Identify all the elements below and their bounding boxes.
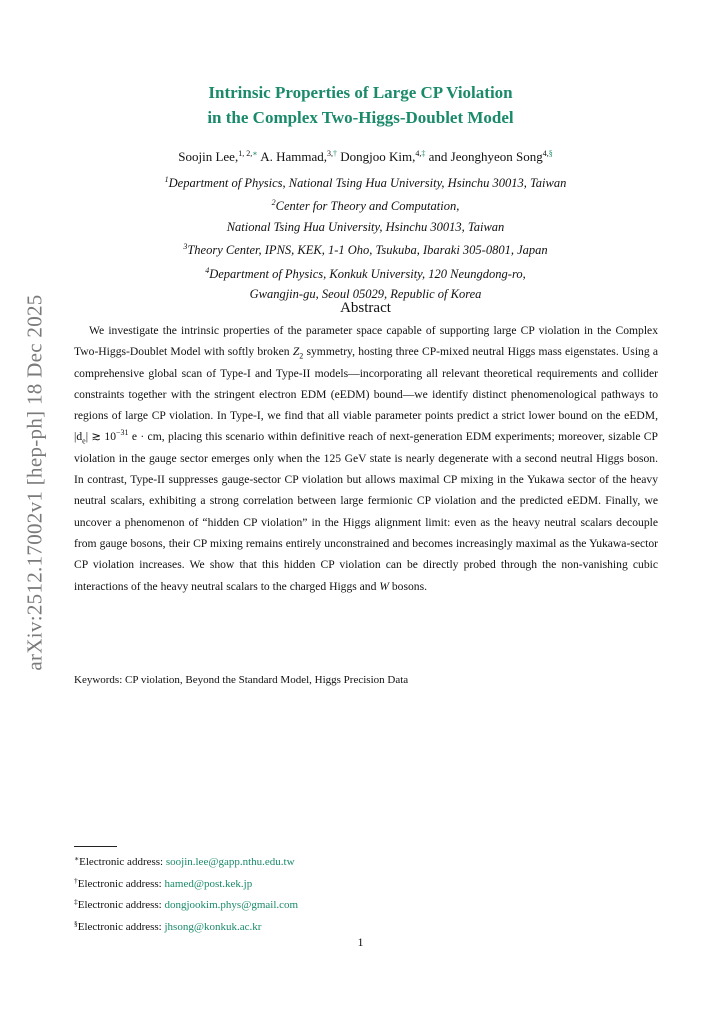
abstract-body	[74, 320, 658, 597]
math-text: | ≳ 10	[85, 430, 116, 444]
footnote-label: Electronic address:	[77, 899, 165, 911]
affiliation-number: 2	[271, 198, 276, 208]
footnote-mark: †	[74, 875, 78, 885]
affiliation-list	[0, 170, 721, 304]
footnote-label: Electronic address:	[77, 877, 165, 890]
email-link[interactable]: dongjookim.phys@gmail.com	[164, 899, 299, 911]
author-name: Jeonghyeon Song	[450, 149, 543, 164]
title-line-2: in the Complex Two-Higgs-Doublet Model	[207, 108, 514, 127]
affiliation-line	[0, 237, 721, 260]
email-link[interactable]: soojin.lee@gapp.nthu.edu.tw	[165, 856, 295, 868]
author-name: A. Hammad,	[260, 149, 327, 164]
footnote-mark: ∗	[74, 854, 80, 863]
email-link[interactable]: hamed@post.kek.jp	[164, 877, 253, 890]
author-4	[451, 149, 553, 164]
arxiv-identifier-text: arXiv:2512.17002v1 [hep-ph] 18 Dec 2025	[22, 293, 47, 671]
footnote-3	[74, 893, 574, 915]
affiliation-number: 4	[205, 265, 210, 275]
affiliation-line	[0, 170, 721, 193]
math-subscript: e	[82, 436, 86, 446]
math-text: e · cm	[128, 430, 162, 444]
affiliation-number: 1	[164, 175, 169, 184]
math-symbol: Z	[292, 345, 300, 359]
author-2	[260, 149, 337, 164]
email-link[interactable]: jhsong@konkuk.ac.kr	[164, 920, 262, 933]
affiliation-text: National Tsing Hua University, Hsinchu 30013, Taiwan	[226, 219, 505, 234]
author-1	[178, 149, 257, 164]
footnote-list	[74, 850, 574, 936]
author-affil-number: 4,	[415, 149, 422, 158]
author-3	[340, 149, 425, 164]
affiliation-text: Department of Physics, National Tsing Hua University, Hsinchu 30013, Taiwan	[168, 176, 567, 190]
affiliation-text: Center for Theory and Computation,	[275, 199, 460, 214]
page-number: 1	[357, 935, 364, 949]
math-symbol: W	[379, 579, 389, 593]
footnote-4	[74, 915, 574, 937]
affiliation-line	[0, 261, 721, 284]
abstract-text: symmetry, hosting three CP-mixed neutral Higgs mass eigenstates. Using a comprehensive global scan of Type-I and Type-II models—incorporating all relevant theoretical requirements and collider constraints together with the stringent electron EDM (eEDM) bound—we identify distinct phenomenological pathways to regions of large CP violation. In Type-I, we find that all viable parameter points predict a strict lower bound on the eEDM,	[74, 345, 658, 423]
math-subscript: 2	[299, 351, 304, 361]
footnote-link-3[interactable]: ‡	[421, 149, 426, 158]
affiliation-text: Theory Center, IPNS, KEK, 1-1 Oho, Tsukuba, Ibaraki 305-0801, Japan	[187, 243, 548, 258]
author-name: Soojin Lee,	[178, 149, 239, 164]
footnote-divider	[74, 846, 117, 847]
footnote-label: Electronic address:	[77, 920, 165, 933]
keywords: Keywords: CP violation, Beyond the Standard Model, Higgs Precision Data	[74, 674, 409, 686]
footnote-link-2[interactable]: †	[332, 149, 337, 158]
footnote-link-4[interactable]: §	[548, 149, 553, 158]
footnote-mark: §	[74, 918, 78, 928]
affiliation-text: Gwangjin-gu, Seoul 05029, Republic of Korea	[249, 287, 482, 302]
math-exponent: −31	[116, 428, 129, 438]
author-name: Dongjoo Kim,	[340, 149, 416, 164]
affiliation-line	[0, 217, 721, 237]
author-affil-number: 3,	[326, 149, 333, 158]
abstract-text: , placing this scenario within definitive reach of next-generation EDM experiments; moreover, sizable CP violation in the gauge sector emerges only when the 125 GeV state is nearly degenerate with a second neutral Higgs boson. In contrast, Type-II suppresses gauge-sector CP violation but allows maximal CP mixing in the Yukawa sector of the heavy neutral scalars, exhibiting a strong correlation between large fermionic CP violation and the predicted eEDM. Finally, we uncover a phenomenon of “hidden CP violation” in the Higgs alignment limit: even as the heavy neutral scalars decouple from gauge bosons, their CP mixing remains entirely unconstrained and becomes increasingly maximal as the Yukawa-sector CP violation increases. We show that this hidden CP violation can be directly probed through the non-vanishing cubic interactions of the heavy neutral scalars to the charged Higgs and	[74, 430, 658, 593]
footnote-2	[74, 872, 574, 894]
affiliation-line	[0, 193, 721, 216]
arxiv-identifier-stamp	[20, 292, 50, 672]
abstract-text: We investigate the intrinsic properties of the parameter space capable of supporting large CP violation in the Complex Two-Higgs-Doublet Model with softly broken	[74, 324, 658, 359]
paper-title	[0, 80, 721, 130]
affiliation-text: Department of Physics, Konkuk University, 120 Neungdong-ro,	[209, 266, 526, 281]
author-affil-number: 1, 2,	[238, 149, 253, 158]
abstract-text: bosons.	[388, 579, 427, 593]
title-line-1: Intrinsic Properties of Large CP Violation	[208, 83, 513, 102]
affiliation-number: 3	[183, 242, 188, 252]
author-list	[0, 145, 721, 166]
abstract-heading: Abstract	[340, 300, 391, 316]
math-text: |d	[74, 430, 83, 444]
author-affil-number: 4,	[542, 149, 549, 158]
edm-bound-expression	[74, 428, 162, 446]
footnote-label: Electronic address:	[79, 856, 166, 868]
footnote-1	[74, 850, 574, 872]
author-separator: and	[425, 149, 451, 164]
footnote-link-1[interactable]: ∗	[252, 149, 258, 158]
footnote-mark: ‡	[74, 897, 78, 906]
